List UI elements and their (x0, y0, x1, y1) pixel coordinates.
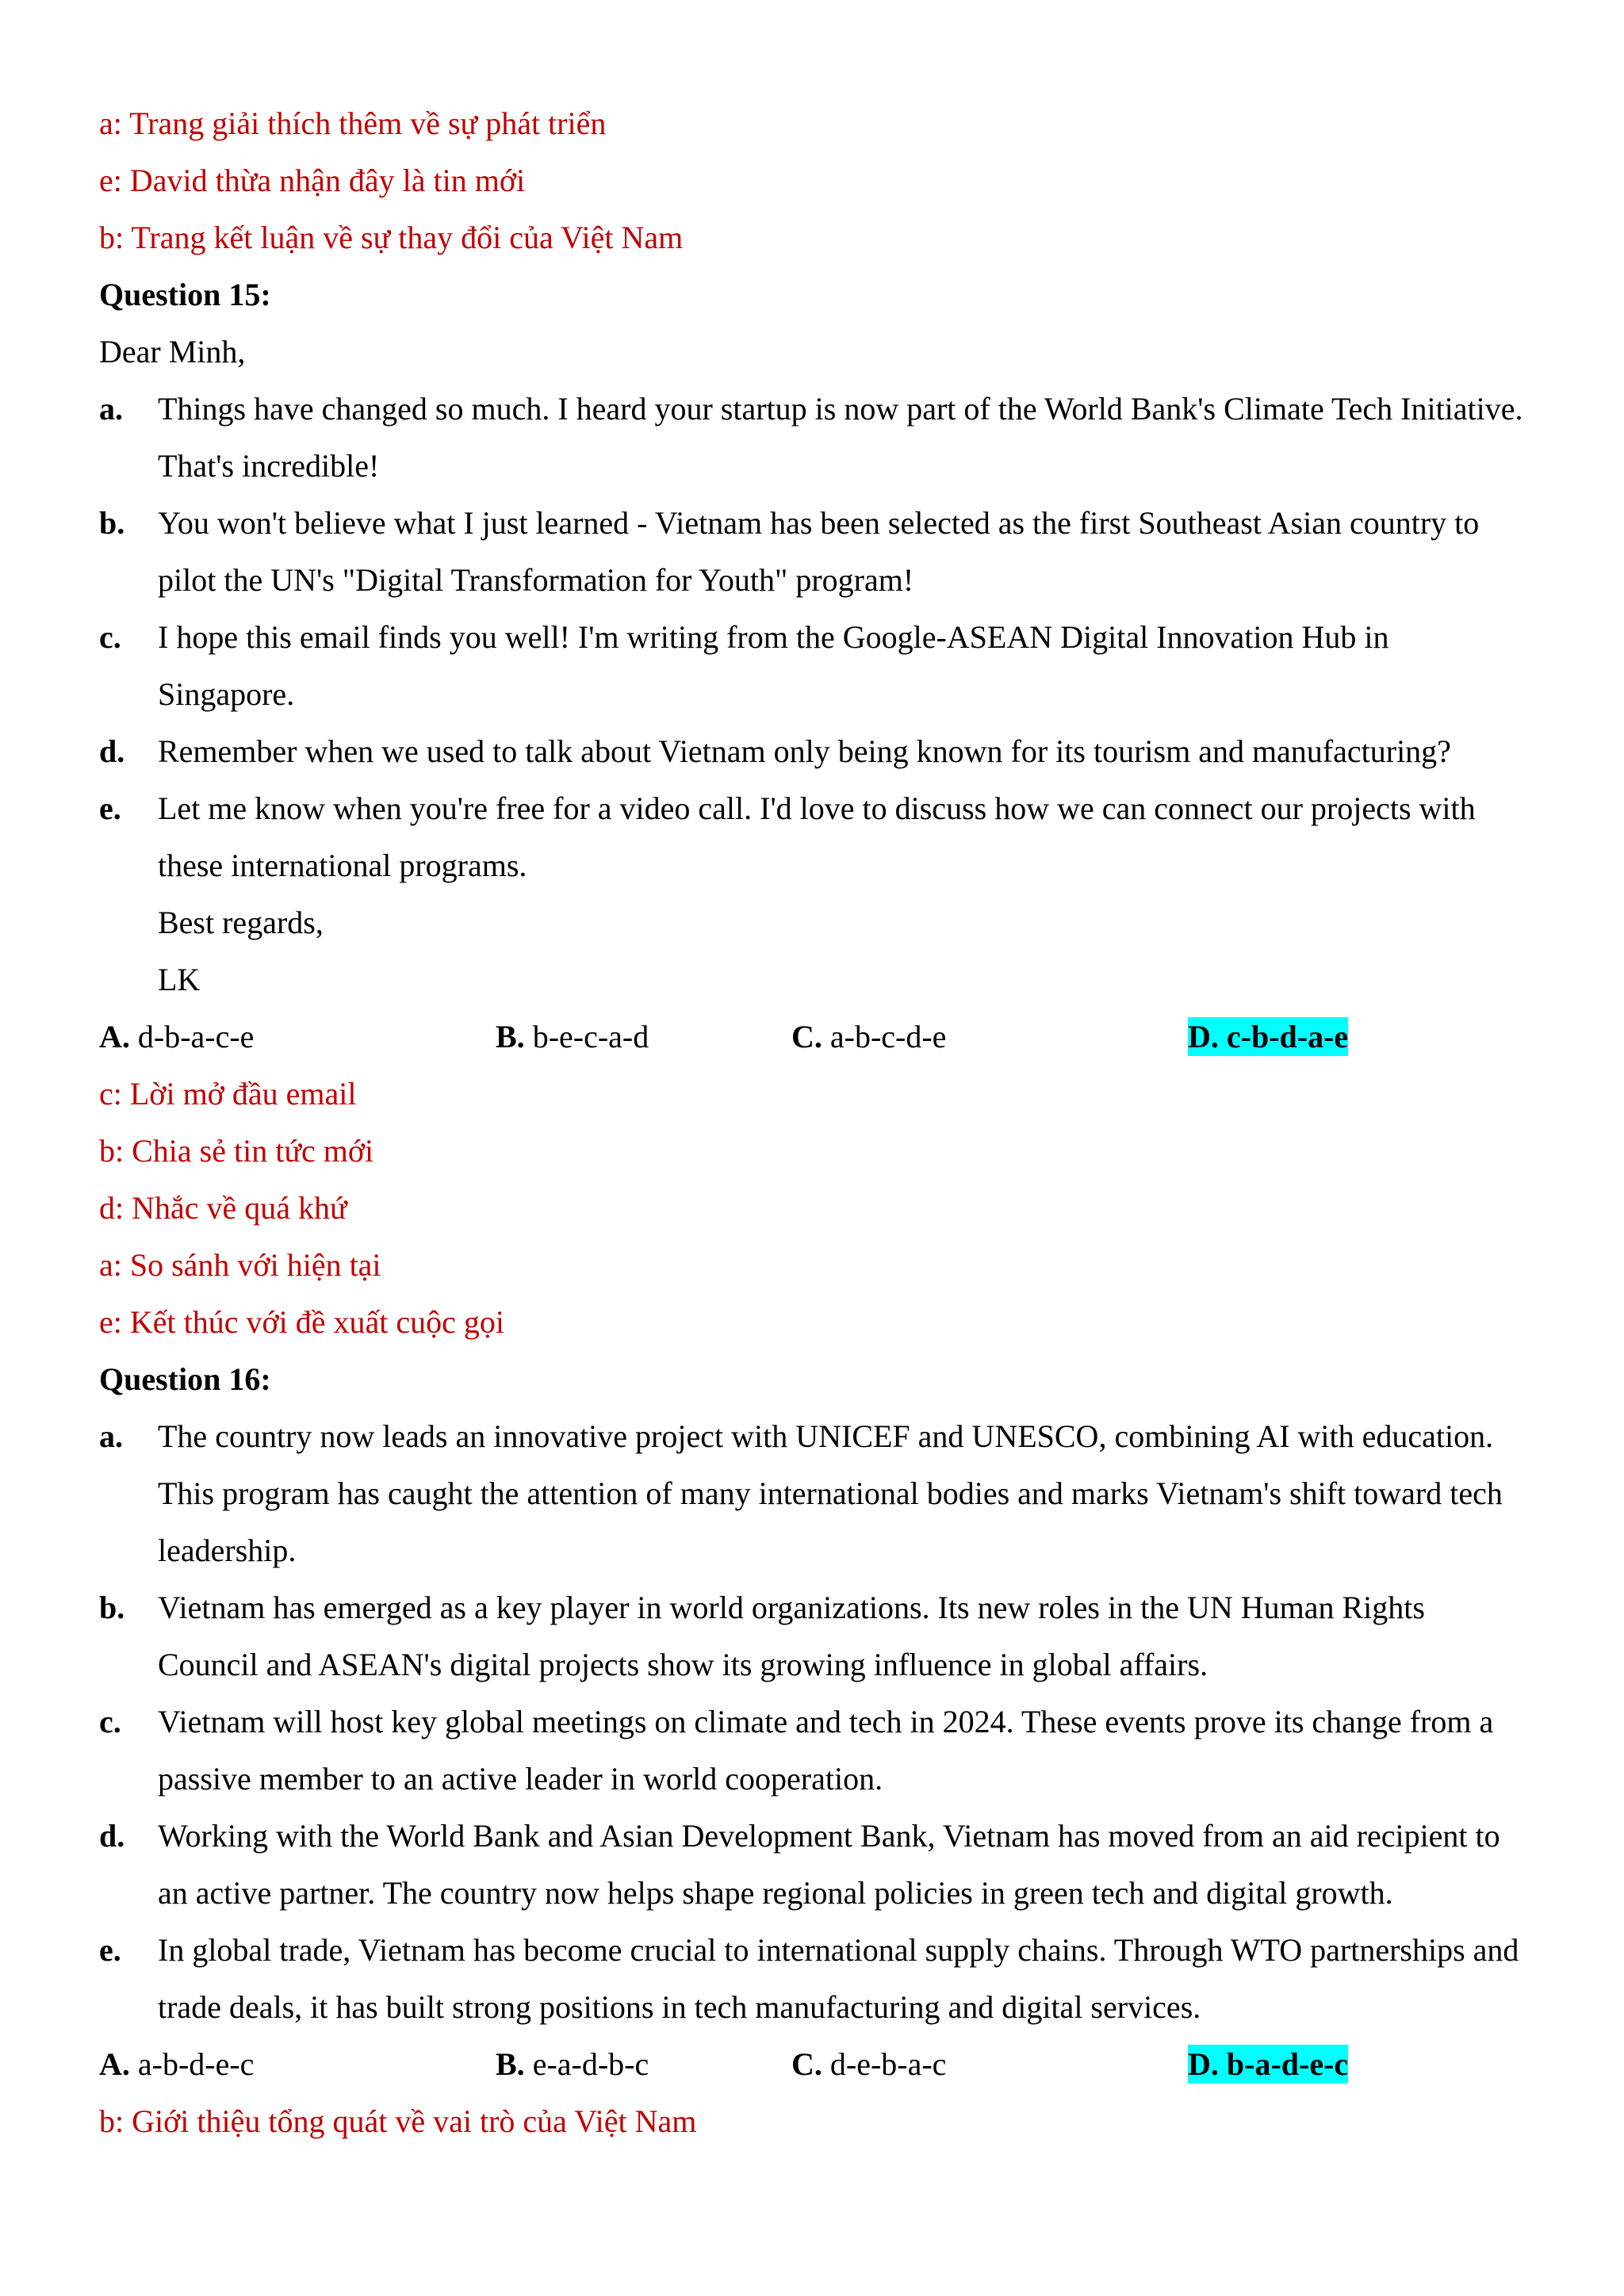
option-label: D. (1188, 1019, 1219, 1054)
option-value: a-b-d-e-c (137, 2046, 255, 2082)
explanation-line: a: Trang giải thích thêm về sự phát triển (99, 105, 607, 141)
q15-item-d (99, 723, 1526, 780)
question-16-title: Question 16: (99, 1361, 271, 1397)
item-text: Working with the World Bank and Asian Development Bank, Vietnam has moved from an aid recipient to an active partner. The country now helps shape regional policies in green tech and digital growth. (158, 1818, 1500, 1911)
option-d-correct (1188, 1008, 1348, 1066)
option-label: C. (791, 1019, 822, 1054)
item-text: Vietnam has emerged as a key player in world organizations. Its new roles in the UN Human Rights Council and ASEAN's digital projects show its growing influence in global affairs. (158, 1590, 1425, 1682)
explanation-line: e: Kết thúc với đề xuất cuộc gọi (99, 1304, 504, 1340)
document-page (99, 95, 1526, 2150)
item-text: Things have changed so much. I heard your startup is now part of the World Bank's Climate Tech Initiative. That's incredible! (158, 391, 1523, 484)
item-letter: d. (99, 733, 125, 769)
item-letter: c. (99, 619, 121, 655)
explanation-line: d: Nhắc về quá khứ (99, 1190, 347, 1226)
option-c (791, 1008, 946, 1066)
q16-options (99, 2036, 1526, 2093)
option-c (791, 2036, 946, 2093)
q16-item-c (99, 1693, 1526, 1808)
explanation-line: a: So sánh với hiện tại (99, 1247, 381, 1283)
option-value: d-e-b-a-c (829, 2046, 947, 2082)
explanation-line: c: Lời mở đầu email (99, 1076, 357, 1112)
explanation-line: e: David thừa nhận đây là tin mới (99, 163, 526, 198)
item-letter: d. (99, 1818, 125, 1854)
option-a (99, 1008, 254, 1066)
q15-options (99, 1008, 1526, 1066)
option-label: B. (496, 1019, 525, 1054)
q15-item-e (99, 780, 1526, 894)
option-value: b-a-d-e-c (1226, 2046, 1349, 2082)
option-label: B. (496, 2046, 525, 2082)
q15-item-b (99, 495, 1526, 609)
option-d-correct (1188, 2036, 1348, 2093)
correct-answer-highlight (1188, 2045, 1348, 2084)
item-text: You won't believe what I just learned - Vietnam has been selected as the first Southeast Asian country to pilot the UN's "Digital Transformation for Youth" program! (158, 505, 1480, 598)
correct-answer-highlight (1188, 1017, 1348, 1056)
item-letter: e. (99, 790, 121, 826)
option-b (496, 1008, 649, 1066)
option-b (496, 2036, 649, 2093)
item-text: Let me know when you're free for a video call. I'd love to discuss how we can connect our projects with these international programs. (158, 790, 1476, 883)
option-a (99, 2036, 254, 2093)
option-label: C. (791, 2046, 822, 2082)
item-letter: e. (99, 1932, 121, 1968)
email-closing: Best regards, (158, 905, 324, 940)
option-label: A. (99, 1019, 130, 1054)
item-text: Vietnam will host key global meetings on climate and tech in 2024. These events prove its change from a passive member to an active leader in world cooperation. (158, 1704, 1494, 1797)
q15-item-c (99, 609, 1526, 723)
question-15-title: Question 15: (99, 277, 271, 312)
option-value: d-b-a-c-e (137, 1019, 255, 1054)
item-text: In global trade, Vietnam has become crucial to international supply chains. Through WTO partnerships and trade deals, it has built strong positions in tech manufacturing and digital services. (158, 1932, 1519, 2025)
q16-item-b (99, 1579, 1526, 1693)
option-label: A. (99, 2046, 130, 2082)
item-letter: a. (99, 391, 123, 427)
item-letter: b. (99, 1590, 125, 1625)
explanation-line: b: Giới thiệu tổng quát về vai trò của Việt Nam (99, 2103, 697, 2139)
q16-item-e (99, 1922, 1526, 2036)
item-text: Remember when we used to talk about Vietnam only being known for its tourism and manufacturing? (158, 733, 1451, 769)
email-greeting: Dear Minh, (99, 334, 246, 369)
option-value: b-e-c-a-d (532, 1019, 649, 1054)
explanation-line: b: Chia sẻ tin tức mới (99, 1133, 374, 1169)
item-letter: c. (99, 1704, 121, 1739)
q15-item-a (99, 381, 1526, 495)
option-value: a-b-c-d-e (829, 1019, 947, 1054)
option-label: D. (1188, 2046, 1219, 2082)
email-signature: LK (158, 962, 201, 997)
explanation-line: b: Trang kết luận về sự thay đổi của Việt Nam (99, 220, 684, 255)
item-letter: a. (99, 1418, 123, 1454)
option-value: c-b-d-a-e (1226, 1019, 1349, 1054)
item-text: The country now leads an innovative project with UNICEF and UNESCO, combining AI with education. This program has caught the attention of many international bodies and marks Vietnam's shift toward tech leadership. (158, 1418, 1503, 1568)
q16-item-a (99, 1408, 1526, 1579)
option-value: e-a-d-b-c (532, 2046, 649, 2082)
item-letter: b. (99, 505, 125, 541)
item-text: I hope this email finds you well! I'm writing from the Google-ASEAN Digital Innovation Hub in Singapore. (158, 619, 1389, 712)
q16-item-d (99, 1808, 1526, 1922)
